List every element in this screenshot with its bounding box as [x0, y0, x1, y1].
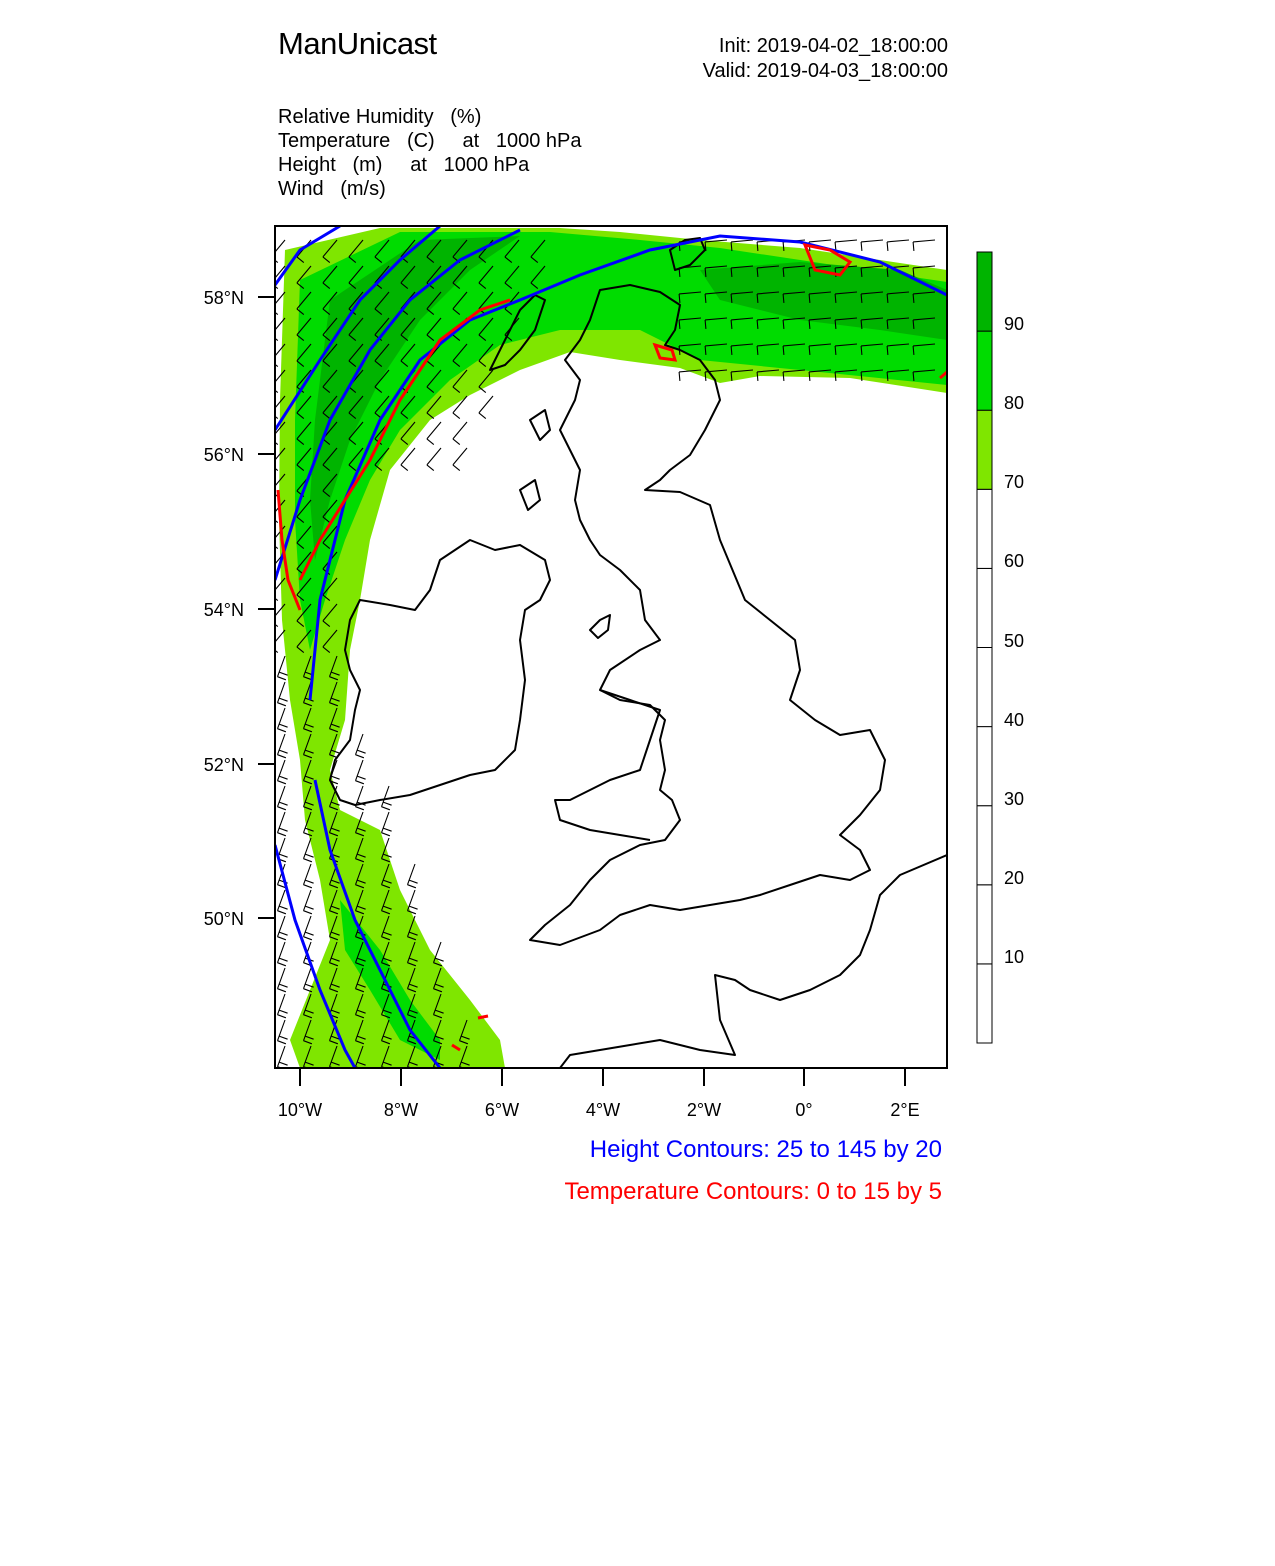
- colorbar-box: [977, 568, 992, 647]
- temperature-contours-caption: Temperature Contours: 0 to 15 by 5: [564, 1178, 942, 1205]
- colorbar-label-80: 80: [1004, 393, 1025, 413]
- colorbar-label-50: 50: [1004, 631, 1025, 651]
- lon-label-0: 0°: [795, 1100, 813, 1120]
- lon-label-10w: 10°W: [277, 1100, 323, 1120]
- init-time: Init: 2019-04-02_18:00:00: [718, 35, 948, 57]
- lat-label-58n: 58°N: [203, 288, 244, 308]
- colorbar-box: [977, 331, 992, 410]
- colorbar-label-60: 60: [1004, 551, 1025, 571]
- variable-wind: Wind (m/s): [278, 178, 386, 200]
- colorbar-label-30: 30: [1004, 789, 1025, 809]
- lat-label-52n: 52°N: [203, 755, 244, 775]
- colorbar-box: [977, 806, 992, 885]
- valid-time: Valid: 2019-04-03_18:00:00: [702, 60, 948, 82]
- colorbar-box: [977, 727, 992, 806]
- variable-height: Height (m) at 1000 hPa: [278, 154, 530, 176]
- colorbar-label-20: 20: [1004, 868, 1025, 888]
- colorbar-box: [977, 885, 992, 964]
- lon-label-4w: 4°W: [585, 1100, 621, 1120]
- height-contours-caption: Height Contours: 25 to 145 by 20: [589, 1136, 942, 1163]
- colorbar-label-10: 10: [1004, 947, 1025, 967]
- lon-label-8w: 8°W: [383, 1100, 419, 1120]
- lon-label-2w: 2°W: [686, 1100, 722, 1120]
- colorbar: [977, 252, 992, 1043]
- colorbar-box: [977, 489, 992, 568]
- colorbar-box: [977, 648, 992, 727]
- lat-label-54n: 54°N: [203, 600, 244, 620]
- colorbar-label-90: 90: [1004, 314, 1025, 334]
- longitude-axis: [300, 1068, 905, 1086]
- colorbar-label-70: 70: [1004, 472, 1025, 492]
- latitude-axis: [258, 297, 275, 918]
- colorbar-box: [977, 252, 992, 331]
- map-panel: [271, 226, 947, 1070]
- chart-title: ManUnicast: [278, 26, 437, 61]
- lon-label-6w: 6°W: [484, 1100, 520, 1120]
- lat-label-56n: 56°N: [203, 445, 244, 465]
- variable-rh: Relative Humidity (%): [278, 106, 482, 128]
- colorbar-box: [977, 964, 992, 1043]
- colorbar-box: [977, 410, 992, 489]
- colorbar-label-40: 40: [1004, 710, 1025, 730]
- variable-temperature: Temperature (C) at 1000 hPa: [278, 130, 582, 152]
- lon-label-2e: 2°E: [890, 1100, 920, 1120]
- lat-label-50n: 50°N: [203, 909, 244, 929]
